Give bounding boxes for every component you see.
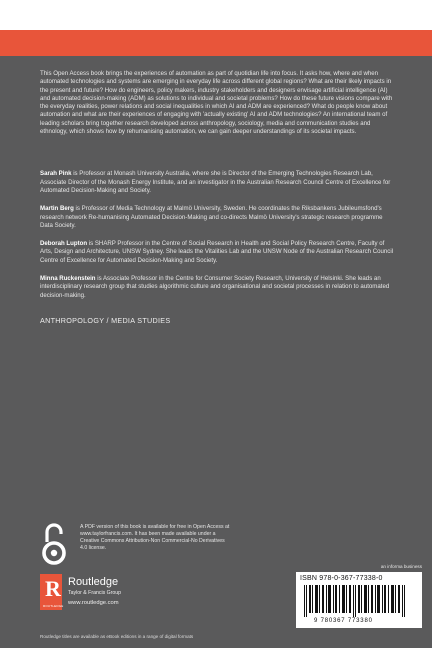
- author-bio-text: is Associate Professor in the Centre for Consumer Society Research, University of Helsinki. She leads an interdisciplinary research group that studies algorithmic culture and organisational and societal processes in relation to automated decision-making.: [40, 275, 390, 299]
- book-blurb: This Open Access book brings the experiences of automation as part of quotidian life into focus. It asks how, where and when automated technologies and systems are emerging in everyday life across different global regions? What are their likely impacts in the present and future? How do engineers, policy makers, industry stakeholders and designers envisage artificial intelligence (AI) and automated decision-making (ADM) as solutions to individual and societal problems? How do these future visions compare with the everyday realities, power relations and social inequalities in which AI and ADM are experienced? What do people know about automation and what are their experiences of engaging with 'actually existing' AI and ADM technologies? An international team of leading scholars bring together research developed across anthropology, sociology, media and communication studies and ethnology, which shows how by rehumanising automation, we can gain deeper understandings of its societal impacts.: [40, 70, 393, 136]
- isbn-label: ISBN 978-0-367-77338-0: [300, 575, 383, 582]
- informa-tagline: an informa business: [380, 564, 422, 569]
- barcode-icon: [302, 585, 416, 617]
- open-access-note: A PDF version of this book is available for free in Open Access at www.taylorfrancis.com. It has been made available under a Creative Commons Attribution-Non Commercial-No Derivatives 4.0 license.: [80, 524, 230, 551]
- author-bio: [40, 170, 396, 195]
- author-name: Sarah Pink: [40, 170, 72, 178]
- back-cover-content: [40, 70, 396, 325]
- logo-letter: R: [45, 576, 61, 601]
- author-bio-text: is Professor at Monash University Australia, where she is Director of the Emerging Technologies Research Lab, Associate Director of the Monash Energy Institute, and an investigator in the Australian Research Council Centre of Excellence for Automated Decision-Making and Society.: [40, 170, 391, 194]
- publisher-url: www.routledge.com: [68, 600, 119, 606]
- subject-category: ANTHROPOLOGY / MEDIA STUDIES: [40, 315, 171, 325]
- author-name: Minna Ruckenstein: [40, 275, 96, 283]
- ebook-note: Routledge titles are available as eBook editions in a range of digital formats: [40, 634, 194, 639]
- barcode-number: 9 780367 773380: [314, 618, 373, 624]
- logo-caption: ROUTLEDGE: [43, 604, 64, 608]
- author-bio-text: is Professor of Media Technology at Malmö University, Sweden. He coordinates the Riksbankens Jubileumsfond's research network Re-humanising Automated Decision-Making and co-directs Malmö University's strategic research programme Data Society.: [40, 205, 383, 229]
- author-name: Deborah Lupton: [40, 240, 88, 248]
- accent-band: [0, 30, 432, 56]
- routledge-logo-icon: [40, 574, 62, 610]
- author-name: Martin Berg: [40, 205, 74, 213]
- barcode-panel: [296, 572, 422, 628]
- publisher-block: [40, 574, 200, 614]
- open-access-block: [40, 520, 270, 576]
- publisher-group: Taylor & Francis Group: [68, 590, 122, 596]
- open-access-lock-icon: [40, 522, 68, 568]
- author-bio: [40, 240, 396, 265]
- top-white-strip: [0, 0, 432, 30]
- author-bio-text: is SHARP Professor in the Centre of Social Research in Health and Social Policy Research Centre, Faculty of Arts, Design and Architecture, UNSW Sydney. She leads the Vitalities Lab and the UNSW Node of the Australian Research Council Centre of Excellence for Automated Decision-Making and Society.: [40, 240, 394, 264]
- author-bio: [40, 275, 396, 300]
- author-bio: [40, 205, 396, 230]
- publisher-name: Routledge: [68, 576, 119, 588]
